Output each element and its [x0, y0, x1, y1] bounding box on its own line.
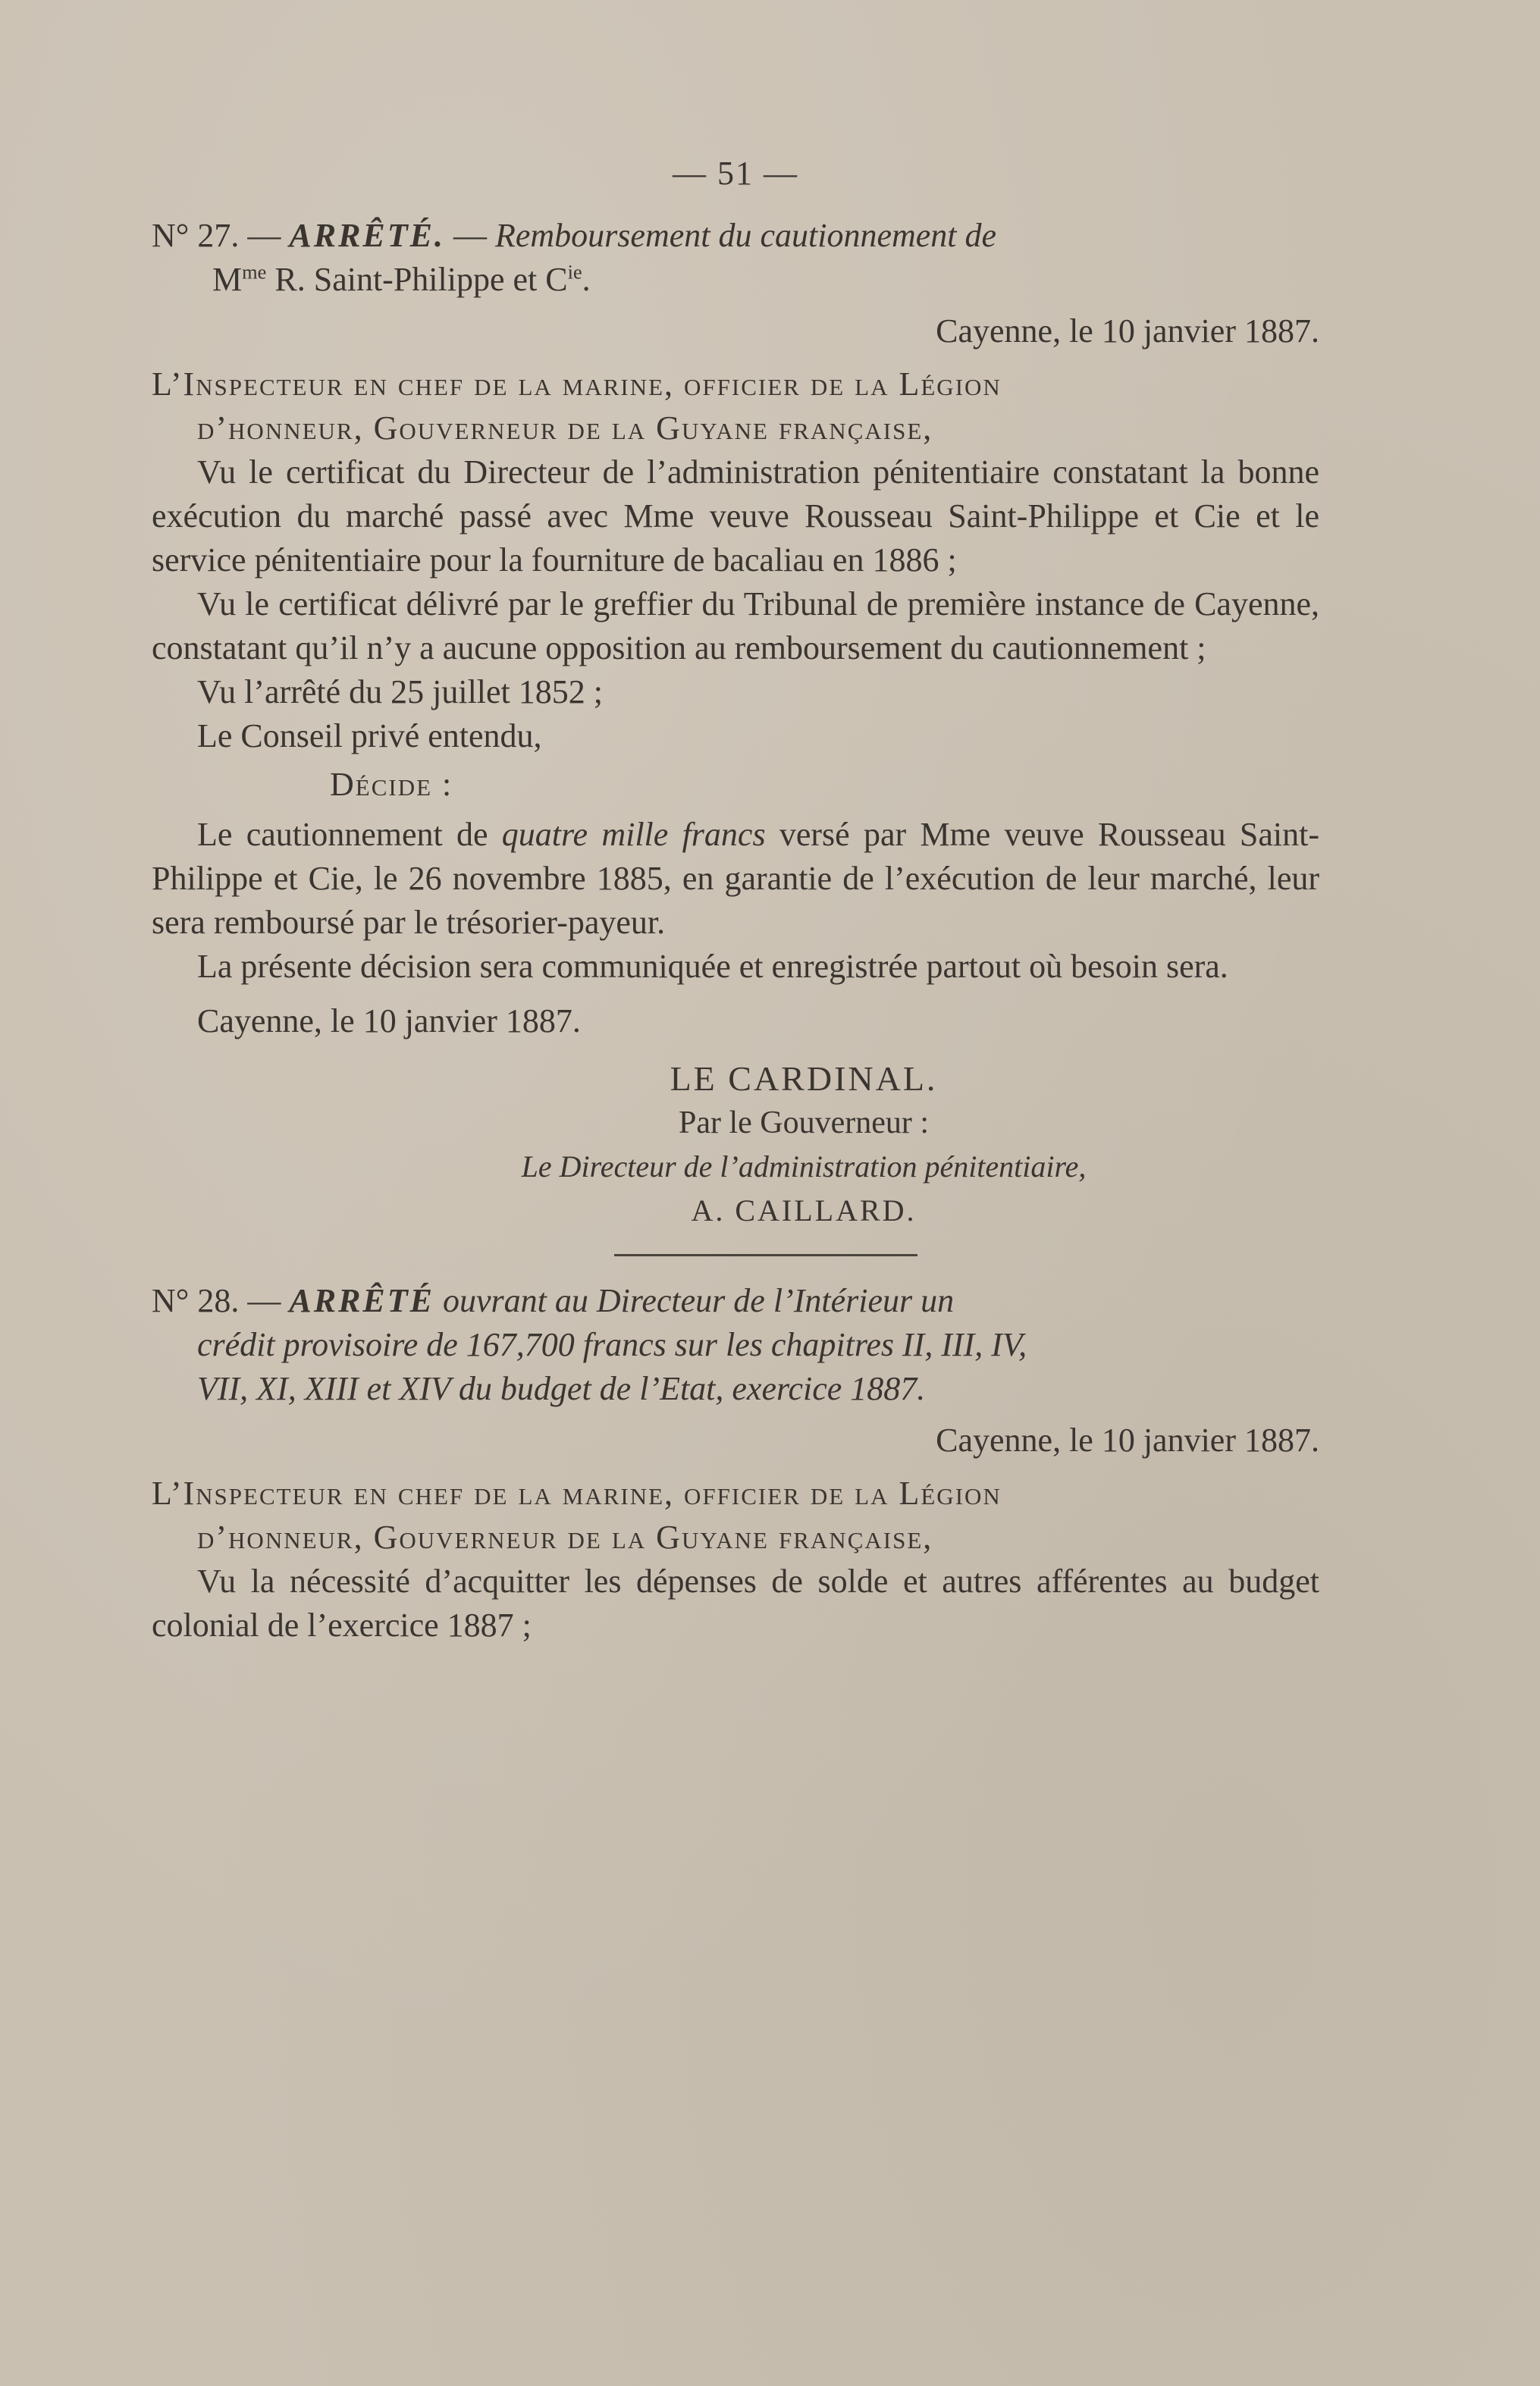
decree-28-considerant-1: Vu la nécessité d’acquitter les dépenses de solde et autres afférentes au budget colonial de l’exercice 1887 ;	[152, 1563, 1319, 1644]
decree-27-kind: ARRÊTÉ.	[289, 217, 445, 254]
decree-27-subject-m: M	[212, 261, 243, 298]
decree-28-preamble	[152, 1472, 1319, 1560]
decree-27-subject-end: .	[582, 261, 591, 298]
decree-27-subject-line1: Remboursement du cautionnement de	[495, 217, 997, 254]
decree-27-preamble-line2: d’honneur, Gouverneur de la Guyane française,	[197, 409, 933, 447]
decree-27-subject-sup-me: me	[242, 260, 267, 284]
decree-27-subject-sup-ie: ie	[567, 260, 582, 284]
decree-27-subject-rest: R. Saint-Philippe et C	[266, 261, 568, 298]
decree-28-preamble-line2: d’honneur, Gouverneur de la Guyane française,	[197, 1519, 933, 1556]
decree-28-heading	[152, 1279, 1319, 1411]
decree-27-article-1-post: versé par Mme veuve Rousseau Saint-Philippe et Cie, le 26 novembre 1885, en garantie de l’exécution de leur marché, leur sera remboursé par le trésorier-payeur.	[152, 816, 1319, 941]
decree-27-number: N° 27.	[152, 217, 240, 254]
decree-27-considerant-4: Le Conseil privé entendu,	[197, 717, 542, 754]
decree-27-considerant-1: Vu le certificat du Directeur de l’administration pénitentiaire constatant la bonne exécution du marché passé avec Mme veuve Rousseau Saint-Philippe et Cie et le service pénitentiaire pour la fourniture de bacaliau en 1886 ;	[152, 453, 1319, 578]
decree-27-dash: —	[247, 217, 281, 254]
decree-27-article-1	[152, 813, 1319, 945]
decree-27-signoff-date: Cayenne, le 10 janvier 1887.	[197, 1002, 581, 1039]
decree-28-kind: ARRÊTÉ	[289, 1282, 434, 1319]
decree-27-article-1-pre: Le cautionnement de	[197, 816, 502, 853]
decree-27-preamble-line1: L’Inspecteur en chef de la marine, officier de la Légion	[152, 365, 1002, 403]
decree-27-preamble	[152, 362, 1319, 450]
section-divider	[614, 1254, 917, 1256]
page-number: — 51 —	[673, 155, 798, 192]
decree-27-considerant-2: Vu le certificat délivré par le greffier du Tribunal de première instance de Cayenne, constatant qu’il n’y a aucune opposition au remboursement du cautionnement ;	[152, 585, 1319, 666]
decree-27-signature-name2: A. CAILLARD.	[691, 1193, 917, 1227]
decree-28-subject-line2: crédit provisoire de 167,700 francs sur les chapitres II, III, IV,	[197, 1326, 1027, 1363]
decree-28-preamble-line1: L’Inspecteur en chef de la marine, officier de la Légion	[152, 1475, 1002, 1512]
page-content	[152, 152, 1319, 1648]
decree-28-subject-line3: VII, XI, XIII et XIV du budget de l’Etat, exercice 1887.	[197, 1370, 926, 1407]
decree-27-article-1-amount: quatre mille francs	[501, 816, 766, 853]
decree-27-decide: Décide :	[330, 766, 453, 803]
decree-27-dateline: Cayenne, le 10 janvier 1887.	[936, 312, 1319, 350]
decree-27-signature-name: LE CARDINAL.	[670, 1059, 938, 1098]
decree-27-signature-by: Par le Gouverneur :	[678, 1105, 930, 1140]
decree-27-subject-line2	[152, 258, 1319, 302]
decree-28-dateline: Cayenne, le 10 janvier 1887.	[936, 1422, 1319, 1459]
decree-27-article-2: La présente décision sera communiquée et enregistrée partout où besoin sera.	[197, 948, 1228, 985]
decree-27-heading	[152, 214, 1319, 302]
decree-28-number: N° 28.	[152, 1282, 240, 1319]
decree-27-signature-block	[152, 1057, 1319, 1233]
decree-28-dash: —	[247, 1282, 281, 1319]
decree-27-considerant-3: Vu l’arrêté du 25 juillet 1852 ;	[197, 673, 604, 710]
decree-27-dash2: —	[453, 217, 487, 254]
decree-27-signature-role: Le Directeur de l’administration pénitentiaire,	[521, 1149, 1087, 1184]
decree-28-subject-line1: ouvrant au Directeur de l’Intérieur un	[443, 1282, 955, 1319]
